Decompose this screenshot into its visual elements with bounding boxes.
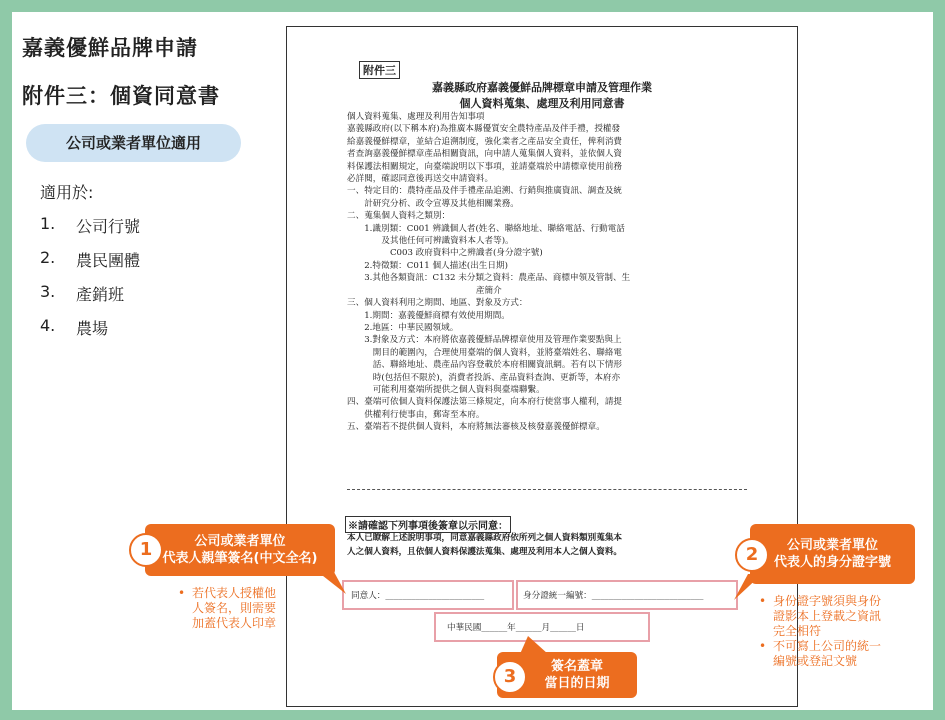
document-line: 1.期間：嘉義優鮮商標有效使用期間。 <box>347 310 510 321</box>
document-line: 2.特徵類：C011 個人描述(出生日期) <box>347 260 508 271</box>
callout-id-number: 公司或業者單位 代表人的身分證字號 <box>750 524 915 584</box>
document-line: C003 政府資料中之辨識者(身分證字號) <box>347 248 543 259</box>
document-line: 供權利行使事由，郵寄至本府。 <box>347 409 485 420</box>
id-number-field[interactable]: 身分證統一編號：__________________________ <box>523 591 704 601</box>
document-line: 可能利用臺端所提供之個人資料與臺端聯繫。 <box>347 384 545 395</box>
confirm-statement: 本人已瞭解上述說明事項，同意嘉義縣政府依所列之個人資料類別蒐集本 人之個人資料，且依個人資料保護法蒐集、處理及利用本人之個人資料。 <box>347 533 623 557</box>
document-line: 3.對象及方式：本府將依嘉義優鮮品牌標章使用及管理作業要點與上 <box>347 335 622 346</box>
document-line: 者查詢嘉義優鮮標章產品相關資訊，向申請人蒐集個人資料，並依個人資 <box>347 149 623 160</box>
document-heading: 嘉義縣政府嘉義優鮮品牌標章申請及管理作業 <box>432 81 652 94</box>
callout-1-pointer <box>318 572 348 596</box>
document-line: 2.地區：中華民國領域。 <box>347 322 459 333</box>
step-1-marker: 1 <box>129 533 163 567</box>
date-field[interactable]: 中華民國______年______月______日 <box>447 623 585 633</box>
document-line: 1.識別類：C001 辨識個人者(姓名、聯絡地址、聯絡電話、行動電話 <box>347 223 625 234</box>
document-line: 個人資料蒐集、處理及利用告知事項 <box>347 112 485 122</box>
list-item: 1. 公司行號 <box>40 214 141 236</box>
list-item: 4. 農場 <box>40 316 109 338</box>
document-line: 時(包括但不限於)，消費者投訴、產品資料查詢、更新等，本府亦 <box>347 372 621 383</box>
callout-1-note: • 若代表人授權他 人簽名，則需要 加蓋代表人印章 <box>178 586 277 630</box>
signature-highlight-box <box>342 580 514 610</box>
document-line: 計研究分析、政令宣導及其他相關業務。 <box>347 198 519 209</box>
step-3-marker: 3 <box>493 660 527 694</box>
document-body <box>347 111 747 434</box>
confirm-title: ※請確認下列事項後簽章以示同意： <box>345 516 511 533</box>
list-item: 2. 農民團體 <box>40 248 141 270</box>
page-title: 嘉義優鮮品牌申請 <box>22 32 198 62</box>
document-line: 產簡介 <box>347 285 502 296</box>
document-line: 給嘉義優鮮標章，並結合追溯制度，強化業者之產品安全責任，俾利消費 <box>347 136 623 147</box>
applies-label: 適用於: <box>40 183 94 202</box>
document-line: 及其他任何可辨識資料本人者等)。 <box>347 236 514 247</box>
document-line: 二、蒐集個人資料之類別： <box>347 211 451 222</box>
list-item: 3. 產銷班 <box>40 282 125 304</box>
document-line: 3.其他各類資訊：C132 未分類之資料：農產品、商標申領及管制、生 <box>347 273 631 284</box>
document-line: 嘉義縣政府(以下稱本府)為推廣本縣優質安全農特產品及伴手禮，授權發 <box>347 124 621 135</box>
divider <box>347 489 747 490</box>
document-subheading: 個人資料蒐集、處理及利用同意書 <box>459 97 625 110</box>
document-line: 四、臺端可依個人資料保護法第三條規定，向本府行使當事人權利，請提 <box>347 397 623 408</box>
document-line: 一、特定目的：農特產品及伴手禮產品追溯、行銷與推廣資訊、調查及統 <box>347 186 623 197</box>
applies-list <box>40 214 140 350</box>
callout-signature: 公司或業者單位 代表人親筆簽名(中文全名) <box>145 524 335 576</box>
document-line: 五、臺端若不提供個人資料，本府將無法審核及核發嘉義優鮮標章。 <box>347 422 605 433</box>
document-line: 料保護法相關規定，向臺端說明以下事項，並請臺端於申請標章使用前務 <box>347 161 623 172</box>
consenter-signature-field[interactable]: 同意人：_______________________ <box>351 591 485 601</box>
attachment-tag: 附件三 <box>359 61 400 79</box>
applicability-badge: 公司或業者單位適用 <box>26 124 241 162</box>
id-highlight-box <box>516 580 738 610</box>
document-line: 開目的範圍內，合理使用臺端的個人資料，並將臺端姓名、聯絡電 <box>347 347 623 358</box>
step-2-marker: 2 <box>735 538 769 572</box>
document-line: 三、個人資料利用之期間、地區、對象及方式： <box>347 298 528 309</box>
document-line: 必詳閱，確認同意後再送交申請資料。 <box>347 174 494 185</box>
callout-2-note: • 身份證字號須與身份 證影本上登載之資訊 完全相符 • 不可寫上公司的統一 編號或登記文號 <box>759 594 882 668</box>
page-subtitle: 附件三：個資同意書 <box>22 80 220 110</box>
document-line: 話、聯絡地址、農產品內容登載於本府相關資訊網。若有以下情形 <box>347 360 623 371</box>
callout-date: 簽名蓋章 當日的日期 <box>497 652 637 698</box>
